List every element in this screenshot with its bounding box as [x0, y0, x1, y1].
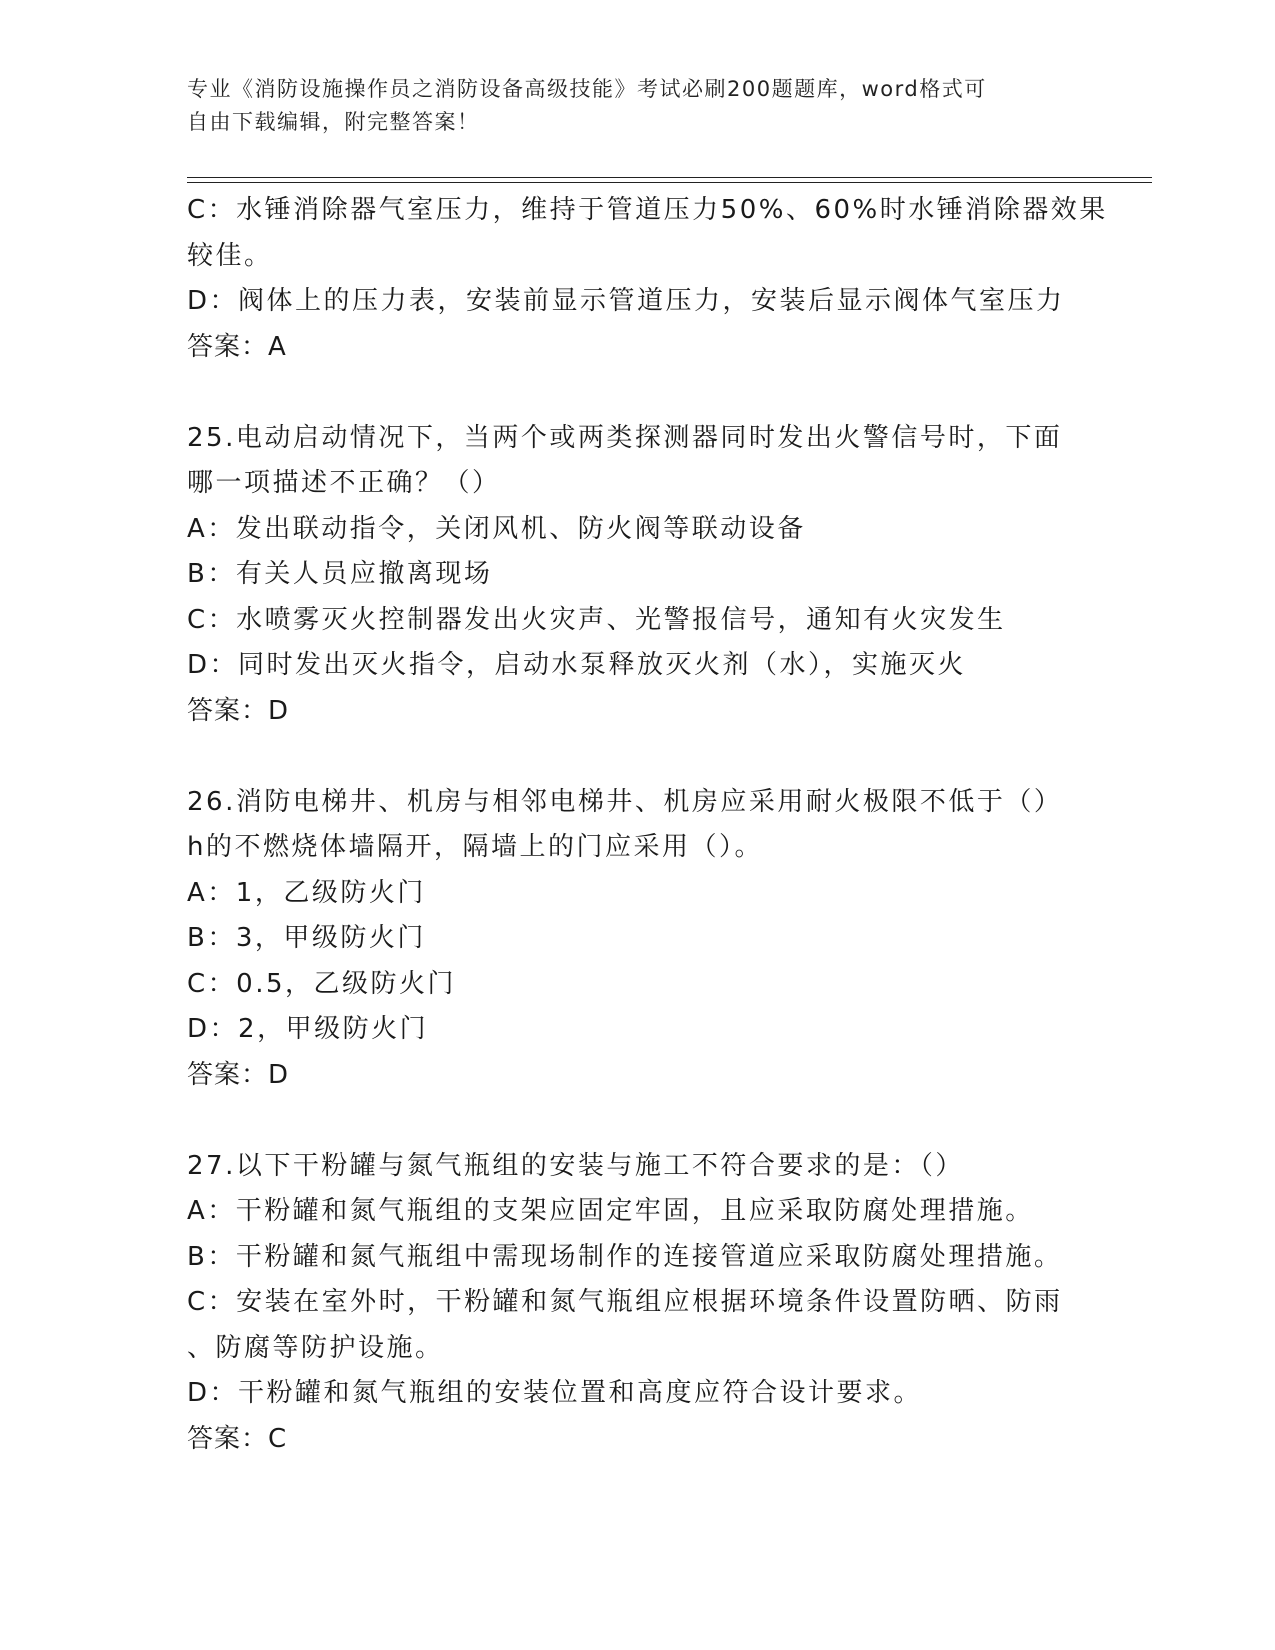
option-c: C：安装在室外时，干粉罐和氮气瓶组应根据环境条件设置防晒、防雨 [187, 1287, 1063, 1317]
option-d: D：2，甲级防火门 [187, 1014, 429, 1044]
option-d: D：同时发出灭火指令，启动水泵释放灭火剂（水），实施灭火 [187, 650, 967, 680]
question-27 [187, 1144, 1087, 1463]
option-a: A：干粉罐和氮气瓶组的支架应固定牢固，且应采取防腐处理措施。 [187, 1196, 1034, 1226]
header-divider-top [187, 177, 1152, 178]
spacer [187, 1098, 1087, 1144]
answer-line: 答案：D [187, 1059, 290, 1090]
option-c: C：水喷雾灭火控制器发出火灾声、光警报信号，通知有火灾发生 [187, 604, 1006, 635]
spacer [187, 370, 1087, 416]
question-stem: 26.消防电梯井、机房与相邻电梯井、机房应采用耐火极限不低于（） [187, 786, 1063, 817]
option-c: C：水锤消除器气室压力，维持于管道压力50%、60%时水锤消除器效果 [187, 195, 1108, 225]
question-25 [187, 416, 1087, 735]
answer-line: 答案：C [187, 1423, 288, 1454]
header-title-line-1: 专业《消防设施操作员之消防设备高级技能》考试必刷200题题库，word格式可 [187, 77, 987, 101]
question-stem: 25.电动启动情况下，当两个或两类探测器同时发出火警信号时，下面 [187, 422, 1063, 453]
question-stem-continued: 哪一项描述不正确？（） [187, 468, 501, 498]
document-header [187, 73, 1077, 139]
header-title-line-2: 自由下载编辑，附完整答案！ [187, 110, 480, 134]
option-b: B：干粉罐和氮气瓶组中需现场制作的连接管道应采取防腐处理措施。 [187, 1241, 1063, 1272]
option-d: D：干粉罐和氮气瓶组的安装位置和高度应符合设计要求。 [187, 1378, 923, 1408]
spacer [187, 734, 1087, 780]
option-b: B：有关人员应撤离现场 [187, 559, 493, 589]
option-c-continued: 、防腐等防护设施。 [187, 1332, 444, 1363]
option-b: B：3，甲级防火门 [187, 923, 426, 953]
option-a: A：1，乙级防火门 [187, 877, 426, 908]
option-a: A：发出联动指令，关闭风机、防火阀等联动设备 [187, 513, 806, 544]
question-content [187, 188, 1108, 1462]
header-divider-bottom [187, 182, 1152, 183]
option-c-continued: 较佳。 [187, 240, 273, 271]
question-26 [187, 780, 1087, 1099]
answer-line: 答案：D [187, 695, 290, 726]
continued-question [187, 188, 1108, 370]
question-stem: 27.以下干粉罐与氮气瓶组的安装与施工不符合要求的是：（） [187, 1150, 964, 1181]
question-stem-continued: h的不燃烧体墙隔开，隔墙上的门应采用（）。 [187, 832, 763, 862]
option-d: D：阀体上的压力表，安装前显示管道压力，安装后显示阀体气室压力 [187, 286, 1065, 316]
answer-line: 答案：A [187, 331, 287, 362]
option-c: C：0.5，乙级防火门 [187, 968, 457, 999]
